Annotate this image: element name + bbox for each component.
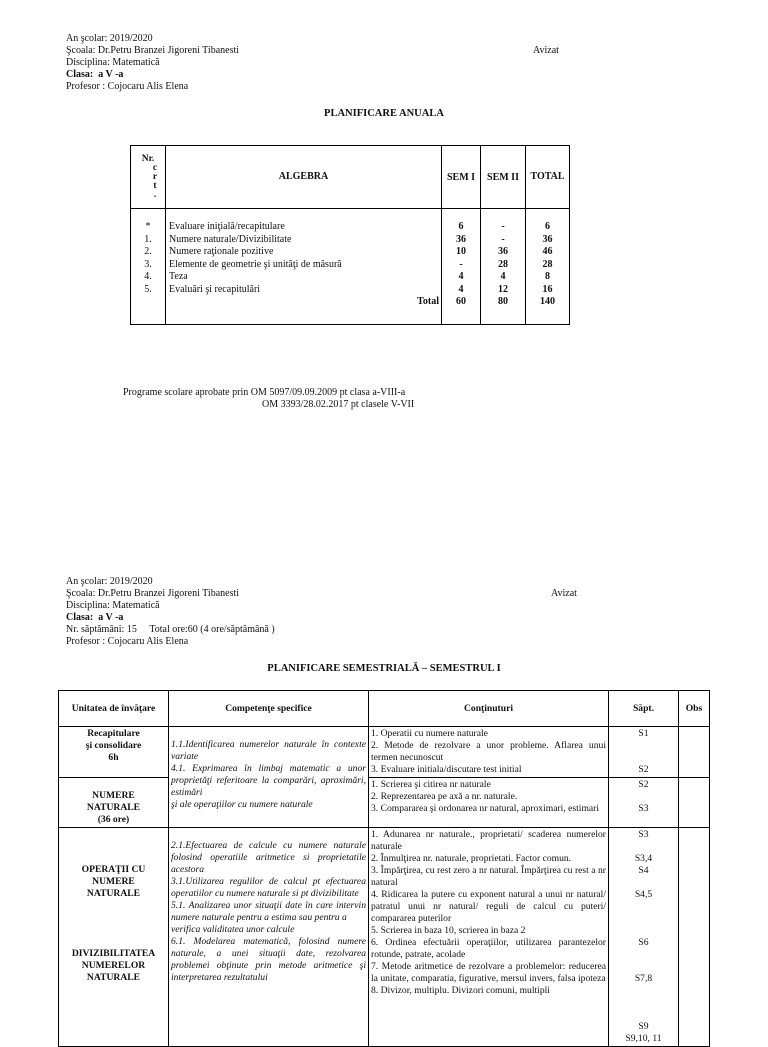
chapter-name: Evaluări şi recapitulări (169, 283, 261, 295)
week-value: S1 (638, 728, 649, 739)
week-value: S3,4 (634, 853, 653, 864)
unit-recap (59, 727, 169, 778)
row-nr: 2. (144, 246, 152, 257)
header-block-2 (66, 576, 275, 648)
table-row (59, 828, 710, 1047)
sem2-value: - (501, 221, 505, 232)
content-item: 2. Înmulţirea nr. naturale, proprietati. Factor comun. (371, 853, 572, 864)
annual-table-body-row (131, 209, 570, 325)
weeks-count: Nr. săptămâni: 15 (66, 624, 137, 635)
unit-text: NUMERE (92, 876, 135, 887)
competence-item: 6.1. Modelarea matematică, folosind numere naturale, a unei situaţii date, rezolvarea problemei obţinute prin metode aritmetice şi interpretarea rezultatului (171, 936, 366, 983)
week-value: S3 (638, 829, 649, 840)
content-item: 5. Scrierea in baza 10, scrierea in baza 2 (371, 925, 526, 936)
sem1-value: 4 (458, 283, 464, 295)
obs-cell (679, 828, 710, 1047)
semester-title: PLANIFICARE SEMESTRIALĂ – SEMESTRUL I (267, 663, 501, 674)
teacher: Profesor : Cojocaru Alis Elena (66, 636, 189, 647)
row-nr: * (145, 221, 151, 232)
sem1-column (442, 209, 481, 325)
content-item: 6. Ordinea efectuării operaţiilor, utilizarea parantezelor rotunde, patrate, acolade (371, 937, 606, 960)
unit-text: NUMERELOR (81, 960, 146, 971)
total-value: 46 (542, 246, 553, 257)
sem1-value: - (459, 258, 463, 270)
class-value: a V -a (98, 69, 124, 80)
algebra-header: ALGEBRA (166, 146, 442, 209)
unit-text: Recapitulare (87, 728, 140, 739)
annual-table-header-row (131, 146, 570, 209)
nr-crt-header: Nr. c r t . (131, 146, 166, 209)
class-label: Clasa: (66, 69, 94, 80)
row-nr: 1. (144, 233, 152, 245)
school-year: An şcolar: 2019/2020 (66, 33, 153, 44)
week-value: S9 (638, 1021, 649, 1032)
week-value: S4,5 (634, 889, 653, 900)
unit-text: (36 ore) (97, 814, 130, 825)
nr-column (131, 209, 166, 325)
unit-text: DIVIZIBILITATEA (71, 948, 156, 959)
sem1-value: 36 (456, 233, 466, 245)
contents-cell (369, 778, 609, 828)
sem2-value: 36 (498, 246, 508, 257)
table-row (59, 778, 710, 828)
week-value: S6 (638, 937, 649, 948)
sem2-value: 28 (498, 258, 508, 270)
competence-item: şi ale operaţiilor cu numere naturale (171, 799, 313, 810)
school-name: Şcoala: Dr.Petru Branzei Jigoreni Tibanesti (66, 45, 240, 56)
chapter-name: Elemente de geometrie şi unităţi de măsură (169, 258, 342, 270)
semester-plan-table (58, 690, 710, 1047)
content-item: 2. Metode de rezolvare a unor probleme. Aflarea unui termen necunoscut (371, 740, 606, 763)
sem2-header: SEM II (481, 146, 526, 209)
content-item: 3. Evaluare initiala/discutare test initial (371, 764, 522, 775)
unit-text: OPERAŢII CU (81, 864, 146, 875)
unit-operations-divisibility (59, 828, 169, 1047)
total-label: Total (417, 296, 439, 307)
row-nr: 4. (144, 271, 152, 282)
total-hours: Total ore:60 (4 ore/săptămână ) (149, 624, 275, 635)
header-obs: Obs (679, 691, 710, 727)
programs-line-1: Programe scolare aprobate prin OM 5097/09.09.2009 pt clasa a-VIII-a (123, 387, 406, 398)
unit-natural-numbers (59, 778, 169, 828)
header-block-1 (66, 33, 239, 93)
competences-cell-b (169, 828, 369, 1047)
sem1-header: SEM I (442, 146, 481, 209)
content-item: 1. Adunarea nr naturale., proprietati/ scaderea numerelor naturale (371, 829, 606, 852)
obs-cell (679, 778, 710, 828)
week-value: S2 (638, 764, 649, 775)
class-value: a V -a (98, 612, 124, 623)
approved-label-2: Avizat (551, 588, 577, 599)
total-value: 16 (542, 283, 553, 295)
competence-item: 4.1. Exprimarea în limbaj matematic a unor proprietăţi referitoare la comparări, aproximări, estimări (171, 763, 366, 798)
sem1-value: 10 (456, 246, 466, 257)
school-year: An şcolar: 2019/2020 (66, 576, 153, 587)
contents-cell (369, 828, 609, 1047)
competence-item: 3.1.Utilizarea regulilor de calcul pt efectuarea operatiilor cu numere naturale si pt divizibilitate (171, 876, 366, 899)
header-competences: Competenţe specifice (169, 691, 369, 727)
row-nr: 5. (144, 283, 152, 295)
discipline: Disciplina: Matematică (66, 600, 160, 611)
weeks-cell (609, 828, 679, 1047)
week-value: S7,8 (634, 973, 653, 984)
week-value: S9,10, 11 (625, 1033, 662, 1044)
sem1-total: 60 (456, 296, 466, 307)
header-contents: Conţinuturi (369, 691, 609, 727)
sem2-value: 12 (498, 283, 508, 295)
total-value: 6 (545, 221, 550, 232)
sem2-value: 4 (500, 271, 506, 282)
unit-text: 6h (108, 752, 119, 763)
competences-cell-a (169, 727, 369, 828)
programs-line-2: OM 3393/28.02.2017 pt clasele V-VII (262, 399, 415, 410)
total-header: TOTAL (526, 146, 570, 209)
unit-text: NUMERE (92, 790, 135, 801)
content-item: 1. Scrierea şi citirea nr naturale (371, 779, 491, 790)
content-item: 3. Împărţirea, cu rest zero a nr natural. Împărţirea cu rest a nr natural (371, 865, 606, 888)
header-unit: Unitatea de învăţare (59, 691, 169, 727)
competence-item: 1.1.Identificarea numerelor naturale în contexte variate (171, 739, 366, 762)
discipline: Disciplina: Matematică (66, 57, 160, 68)
competence-item: 2.1.Efectuarea de calcule cu numere naturale folosind operatiile aritmetice si proprietatile acestora (171, 840, 366, 875)
week-value: S2 (638, 779, 649, 790)
content-item: 4. Ridicarea la putere cu exponent natural a unui nr natural/ patratul unui nr natural/ reguli de calcul cu puteri/ compararea puterilor (371, 889, 606, 924)
week-value: S4 (638, 865, 649, 876)
class-label: Clasa: (66, 612, 94, 623)
annual-title: PLANIFICARE ANUALA (324, 108, 444, 119)
approved-label-1: Avizat (533, 45, 559, 56)
class-line (66, 612, 275, 624)
unit-text: NATURALE (86, 802, 141, 813)
chapter-name: Numere raţionale pozitive (169, 246, 274, 257)
total-value: 28 (542, 258, 553, 270)
week-value: S3 (638, 803, 649, 814)
competence-item: 5.1. Analizarea unor situaţii date în care intervin numere naturale pentru a estima sau pentru a (171, 900, 366, 923)
table-row (59, 727, 710, 778)
school-name: Şcoala: Dr.Petru Branzei Jigoreni Tibanesti (66, 588, 240, 599)
chapter-name: Evaluare iniţială/recapitulare (169, 221, 285, 232)
competence-item: verifica validitatea unor calcule (171, 924, 295, 935)
class-line (66, 69, 239, 81)
chapter-name: Teza (169, 271, 188, 282)
content-item: 8. Divizor, multiplu. Divizori comuni, multipli (371, 985, 550, 996)
total-value: 36 (542, 233, 553, 245)
weeks-line (66, 624, 275, 636)
content-item: 1. Operatii cu numere naturale (371, 728, 488, 739)
content-item: 2. Reprezentarea pe axă a nr. naturale. (371, 791, 518, 802)
semester-table-header-row (59, 691, 710, 727)
total-value: 8 (545, 271, 550, 282)
content-item: 3. Compararea şi ordonarea nr natural, aproximari, estimari (371, 803, 600, 814)
contents-cell (369, 727, 609, 778)
row-nr: 3. (144, 258, 152, 270)
sem1-value: 6 (458, 221, 464, 232)
chapter-column (166, 209, 442, 325)
header-weeks: Săpt. (609, 691, 679, 727)
weeks-cell (609, 727, 679, 778)
teacher: Profesor : Cojocaru Alis Elena (66, 81, 189, 92)
content-item: 7. Metode aritmetice de rezolvare a problemelor: reducerea la unitate, comparatia, figurative, mersul invers, falsa ipoteza (371, 961, 606, 984)
sem2-value: - (501, 233, 505, 245)
annual-plan-table (130, 145, 570, 325)
unit-text: NATURALE (86, 972, 141, 983)
obs-cell (679, 727, 710, 778)
total-column (526, 209, 570, 325)
unit-text: şi consolidare (85, 740, 142, 751)
unit-text: NATURALE (86, 888, 141, 899)
chapter-name: Numere naturale/Divizibilitate (169, 233, 292, 245)
grand-total: 140 (540, 296, 555, 307)
sem1-value: 4 (458, 271, 464, 282)
sem2-total: 80 (498, 296, 508, 307)
weeks-cell (609, 778, 679, 828)
sem2-column (481, 209, 526, 325)
